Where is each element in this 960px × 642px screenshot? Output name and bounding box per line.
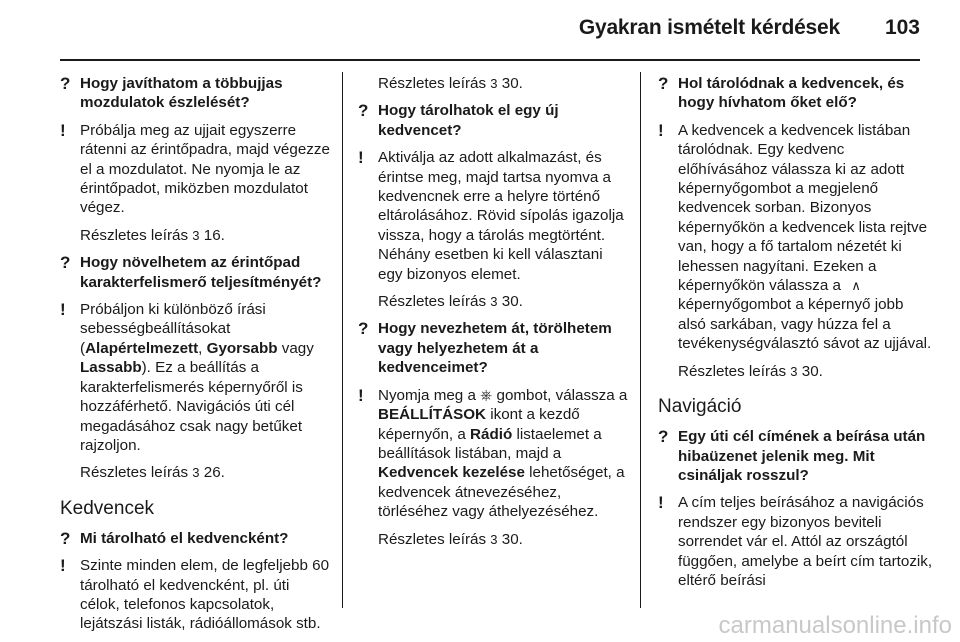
section-heading: Navigáció: [658, 396, 742, 418]
page-number: 103: [884, 16, 920, 39]
answer: [658, 121, 933, 354]
question-icon: ?: [60, 528, 71, 548]
answer-text: Szinte minden elem, de legfeljebb 60 tárolható el kedvencként, pl. úti célok, telefonos kapcsolatok, lejátszási listák, rádióállomások stb.: [80, 557, 330, 633]
question: [60, 529, 330, 548]
exclamation-icon: !: [60, 300, 66, 320]
question: [60, 253, 330, 292]
exclamation-icon: !: [658, 120, 664, 140]
page-arrow-icon: 3: [490, 76, 498, 91]
question-text: Hol tárolódnak a kedvencek, és hogy hívhatom őket elő?: [678, 75, 905, 112]
question-text: Egy úti cél címének a beírása után hibaüzenet jelenik meg. Mit csináljak rosszul?: [678, 428, 926, 484]
question-icon: ?: [60, 74, 71, 93]
chevron-up-icon: ∧: [851, 278, 861, 294]
answer-text: A kedvencek a kedvencek listában tárolódnak. Egy kedvenc előhívásához válassza ki az adott képernyőgombot a megjelenő kedvencek sorban. Bizonyos képernyőkön a kedvencek lista rejtve van, hogy a fő tartalom nézetét ki lehessen nagyítani. Ezeken a képernyőkön válassza a ∧ képernyőgombot a képernyő jobb alsó sarkában, vagy húzza fel a tevékenységválasztó sávot az ujjával.: [678, 121, 932, 353]
column-divider: [640, 72, 641, 608]
question: [60, 74, 330, 113]
question-icon: ?: [60, 253, 71, 273]
answer-text: Próbáljon ki különböző írási sebességbeállításokat (Alapértelmezett, Gyorsabb vagy Lassabb). Ez a beállítás a karakterfelismerés képernyőről is hozzáférhető. Navigációs úti cél megadásához csak nagy betűket rajzoljon.: [80, 301, 314, 454]
page-arrow-icon: 3: [192, 227, 200, 243]
column-2: [358, 74, 628, 557]
section-heading: Kedvencek: [60, 497, 155, 519]
column-divider: [342, 72, 343, 608]
exclamation-icon: !: [658, 493, 664, 513]
question-icon: ?: [358, 319, 369, 339]
question-text: Hogy tárolhatok el egy új kedvencet?: [378, 102, 559, 139]
question: [658, 427, 933, 485]
reference: Részletes leírás 3 30.: [378, 75, 523, 92]
exclamation-icon: !: [358, 385, 364, 405]
exclamation-icon: !: [60, 120, 66, 140]
answer: [60, 300, 330, 455]
page-arrow-icon: 3: [192, 465, 200, 481]
answer-text: A cím teljes beírásához a navigációs rendszer egy bizonyos beviteli sorrendet vár el. Attól az országtól függően, amelybe a beírt cím tartozik, eltérő beírási: [678, 494, 933, 589]
answer: [358, 148, 628, 284]
question: [658, 74, 933, 113]
answer: [60, 121, 330, 218]
page-header: [0, 0, 960, 60]
question-icon: ?: [658, 427, 669, 447]
reference: Részletes leírás 3 26.: [80, 464, 225, 482]
question-text: Mi tárolható el kedvencként?: [80, 529, 289, 547]
reference: Részletes leírás 3 30.: [378, 293, 523, 311]
column-1: [60, 74, 330, 642]
question-text: Hogy növelhetem az érintőpad karakterfelismerő teljesítményét?: [80, 254, 322, 291]
answer: [358, 386, 628, 522]
page-arrow-icon: 3: [490, 531, 498, 547]
reference: Részletes leírás 3 30.: [378, 530, 523, 548]
question-icon: ?: [658, 74, 669, 93]
watermark: carmanualsonline.info: [718, 612, 952, 639]
question-text: Hogy nevezhetem át, törölhetem vagy helyezhetem át a kedvenceimet?: [378, 320, 612, 377]
page-title: Gyakran ismételt kérdések: [578, 16, 840, 39]
header-divider: [60, 59, 920, 61]
exclamation-icon: !: [358, 148, 364, 168]
column-3: [658, 74, 933, 598]
answer: [658, 493, 933, 590]
answer: [60, 556, 330, 634]
question: [358, 319, 628, 377]
reference: Részletes leírás 3 30.: [678, 362, 823, 380]
page-arrow-icon: 3: [490, 294, 498, 310]
question: [358, 101, 628, 140]
question-icon: ?: [358, 101, 369, 121]
answer-text: Próbálja meg az ujjait egyszerre rátenni az érintőpadra, majd végezze el a mozdulatot. Ne nyomja le az érintőpadot, miközben mozdulatot végez.: [80, 121, 330, 217]
page-arrow-icon: 3: [790, 363, 798, 379]
exclamation-icon: !: [60, 556, 66, 576]
answer-text: Nyomja meg a ⎈ gombot, válassza a BEÁLLÍTÁSOK ikont a kezdő képernyőn, a Rádió listaelemet a beállítások listában, majd a Kedvencek kezelése lehetőséget, a kedvencek átnevezéséhez, törléséhez vagy áthelyezéséhez.: [378, 386, 628, 521]
answer-text: Aktiválja az adott alkalmazást, és érintse meg, majd tartsa nyomva a kedvencnek erre a helyre történő eltárolásához. Rövid sípolás igazolja vissza, hogy a tárolás megtörtént. Néhány esetben ki kell választani egy bizonyos elemet.: [378, 149, 624, 283]
settings-wheel-icon: ⎈: [480, 386, 493, 404]
question-text: Hogy javíthatom a többujjas mozdulatok észlelését?: [80, 75, 283, 112]
reference: Részletes leírás 3 16.: [80, 226, 225, 244]
